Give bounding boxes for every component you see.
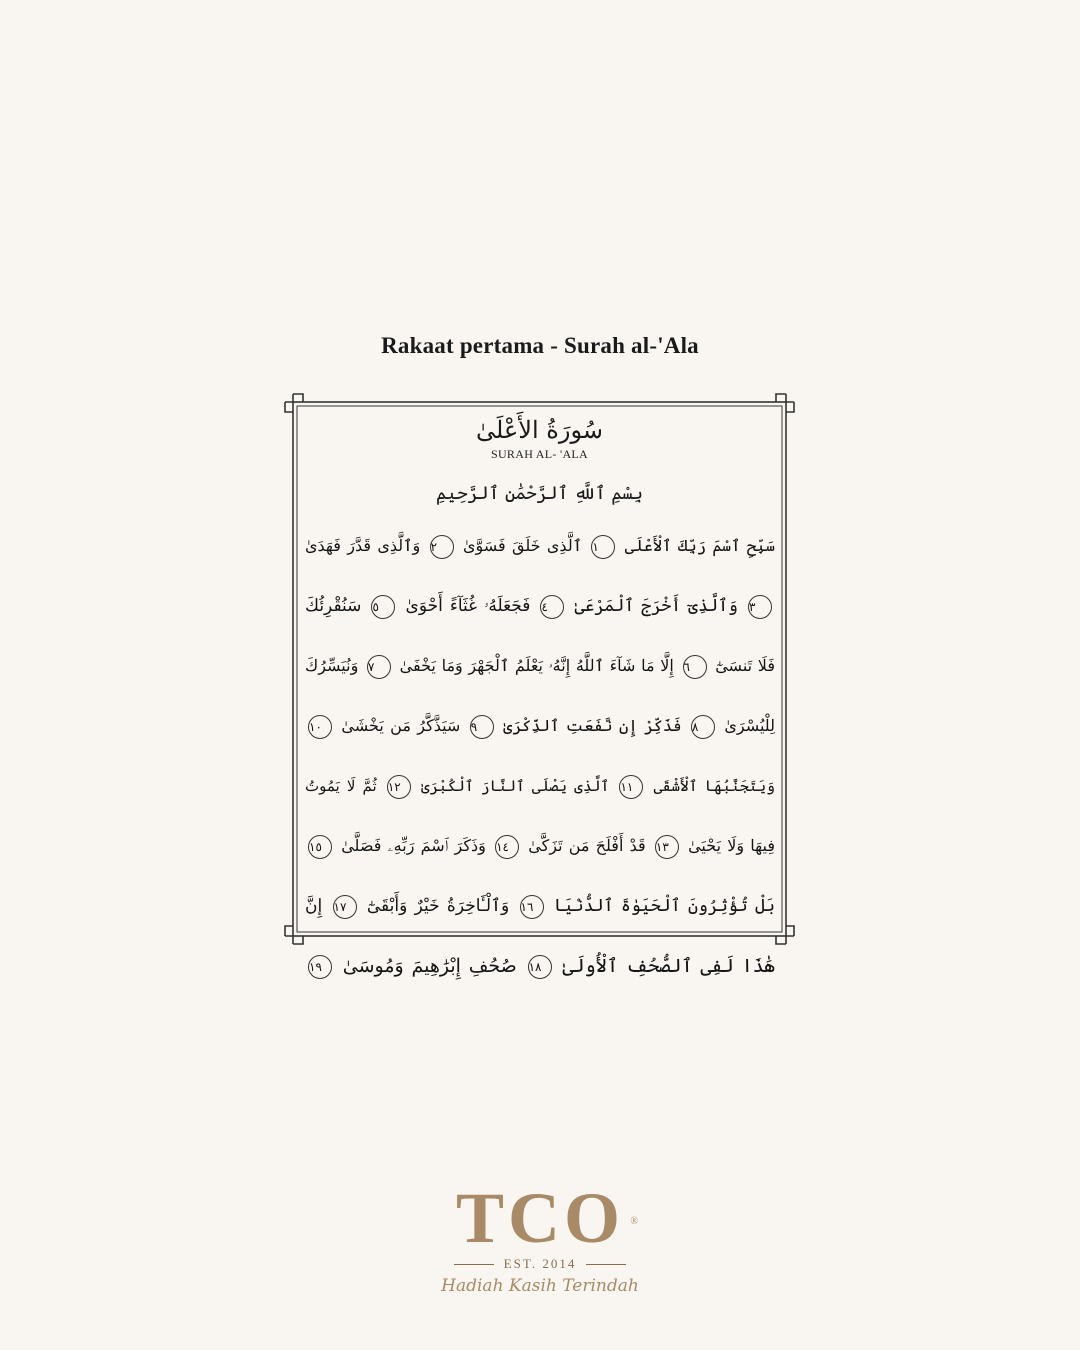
verse-line	[305, 518, 775, 578]
verse-text: بَلْ تُؤْثِرُونَ ٱلْحَيَوٰةَ ٱلدُّنْيَا	[553, 896, 775, 916]
verse-line	[305, 638, 775, 698]
mushaf-page	[283, 392, 796, 977]
ayah-number-marker: ٣	[748, 595, 772, 619]
registered-mark: ®	[630, 1216, 639, 1227]
verse-text: قَدْ أَفْلَحَ مَن تَزَكَّىٰ	[528, 836, 646, 855]
logo-text: TCO	[455, 1178, 625, 1258]
verse-text: وَٱلَّذِى قَدَّرَ فَهَدَىٰ	[305, 536, 421, 555]
ayah-number-marker: ٤	[540, 595, 564, 619]
verse-text: وَنُيَسِّرُكَ	[305, 656, 359, 675]
verse-text: إِنَّ	[305, 896, 323, 916]
verses-block	[305, 518, 775, 998]
ayah-number-marker: ١٠	[308, 715, 332, 739]
verse-line	[305, 878, 775, 938]
verse-text: هَٰذَا لَفِى ٱلصُّحُفِ ٱلْأُولَىٰ	[562, 955, 775, 977]
ayah-number-marker: ١٦	[520, 895, 544, 919]
ayah-number-marker: ١١	[619, 775, 643, 799]
verse-text: فَذَكِّرْ إِن نَّفَعَتِ ٱلذِّكْرَىٰ	[503, 716, 682, 735]
verse-text: ثُمَّ لَا يَمُوتُ	[305, 777, 377, 795]
verse-line	[305, 578, 775, 638]
verse-text: سَبِّحِ ٱسْمَ رَبِّكَ ٱلْأَعْلَى	[624, 536, 775, 555]
ayah-number-marker: ١	[591, 535, 615, 559]
ayah-number-marker: ١٩	[308, 955, 332, 979]
verse-text: صُحُفِ إِبْرَٰهِيمَ وَمُوسَىٰ	[342, 955, 517, 977]
ayah-number-marker: ١٧	[333, 895, 357, 919]
basmalah: بِسْمِ ٱللَّهِ ٱلرَّحْمَٰنِ ٱلرَّحِيمِ	[435, 483, 643, 504]
logo-tagline: Hadiah Kasih Terindah	[441, 1276, 639, 1296]
ayah-number-marker: ٦	[683, 655, 707, 679]
verse-text: فَلَا تَنسَىٰٓ	[715, 656, 775, 675]
surah-header	[283, 416, 796, 462]
ayah-number-marker: ١٢	[387, 775, 411, 799]
divider	[586, 1264, 626, 1265]
verse-text: فِيهَا وَلَا يَحْيَىٰ	[688, 836, 775, 855]
surah-name-latin: SURAH AL- 'ALA	[490, 447, 589, 461]
logo-established	[0, 1256, 1080, 1272]
verse-line	[305, 818, 775, 878]
ayah-number-marker: ١٣	[655, 835, 679, 859]
ayah-number-marker: ٥	[371, 595, 395, 619]
verse-text: إِلَّا مَا شَآءَ ٱللَّهُ إِنَّهُۥ يَعْلَمُ ٱلْجَهْرَ وَمَا يَخْفَىٰ	[399, 656, 674, 675]
verse-text: وَيَتَجَنَّبُهَا ٱلْأَشْقَى	[653, 777, 775, 795]
verse-text: ٱلَّذِى خَلَقَ فَسَوَّىٰ	[462, 536, 583, 555]
verse-text: وَذَكَرَ ٱسْمَ رَبِّهِۦ فَصَلَّىٰ	[341, 836, 486, 855]
surah-name-arabic: سُورَةُ الأَعْلَىٰ	[476, 416, 603, 444]
verse-text: وَٱلَّذِىٓ أَخْرَجَ ٱلْمَرْعَىٰ	[574, 596, 738, 616]
verse-text: ٱلَّذِى يَصْلَى ٱلنَّارَ ٱلْكُبْرَىٰ	[420, 777, 610, 795]
established-text: EST. 2014	[503, 1256, 577, 1271]
logo-mark	[455, 1178, 639, 1258]
verse-line	[305, 698, 775, 758]
page-heading: Rakaat pertama - Surah al-'Ala	[381, 333, 699, 358]
verse-text: سَنُقْرِئُكَ	[305, 596, 362, 616]
verse-text: وَٱلْـَٔاخِرَةُ خَيْرٌ وَأَبْقَىٰٓ	[366, 896, 510, 916]
ayah-number-marker: ٢	[430, 535, 454, 559]
verse-line	[305, 758, 775, 818]
verse-line	[305, 938, 775, 998]
ayah-number-marker: ١٤	[495, 835, 519, 859]
verse-text: فَجَعَلَهُۥ غُثَآءً أَحْوَىٰ	[405, 596, 531, 616]
verse-text: لِلْيُسْرَىٰ	[724, 716, 775, 735]
ayah-number-marker: ٩	[470, 715, 494, 739]
verse-text: سَيَذَّكَّرُ مَن يَخْشَىٰ	[341, 716, 461, 735]
ayah-number-marker: ١٨	[528, 955, 552, 979]
ayah-number-marker: ١٥	[308, 835, 332, 859]
divider	[454, 1264, 494, 1265]
ayah-number-marker: ٧	[367, 655, 391, 679]
ayah-number-marker: ٨	[691, 715, 715, 739]
brand-logo	[0, 1178, 1080, 1296]
